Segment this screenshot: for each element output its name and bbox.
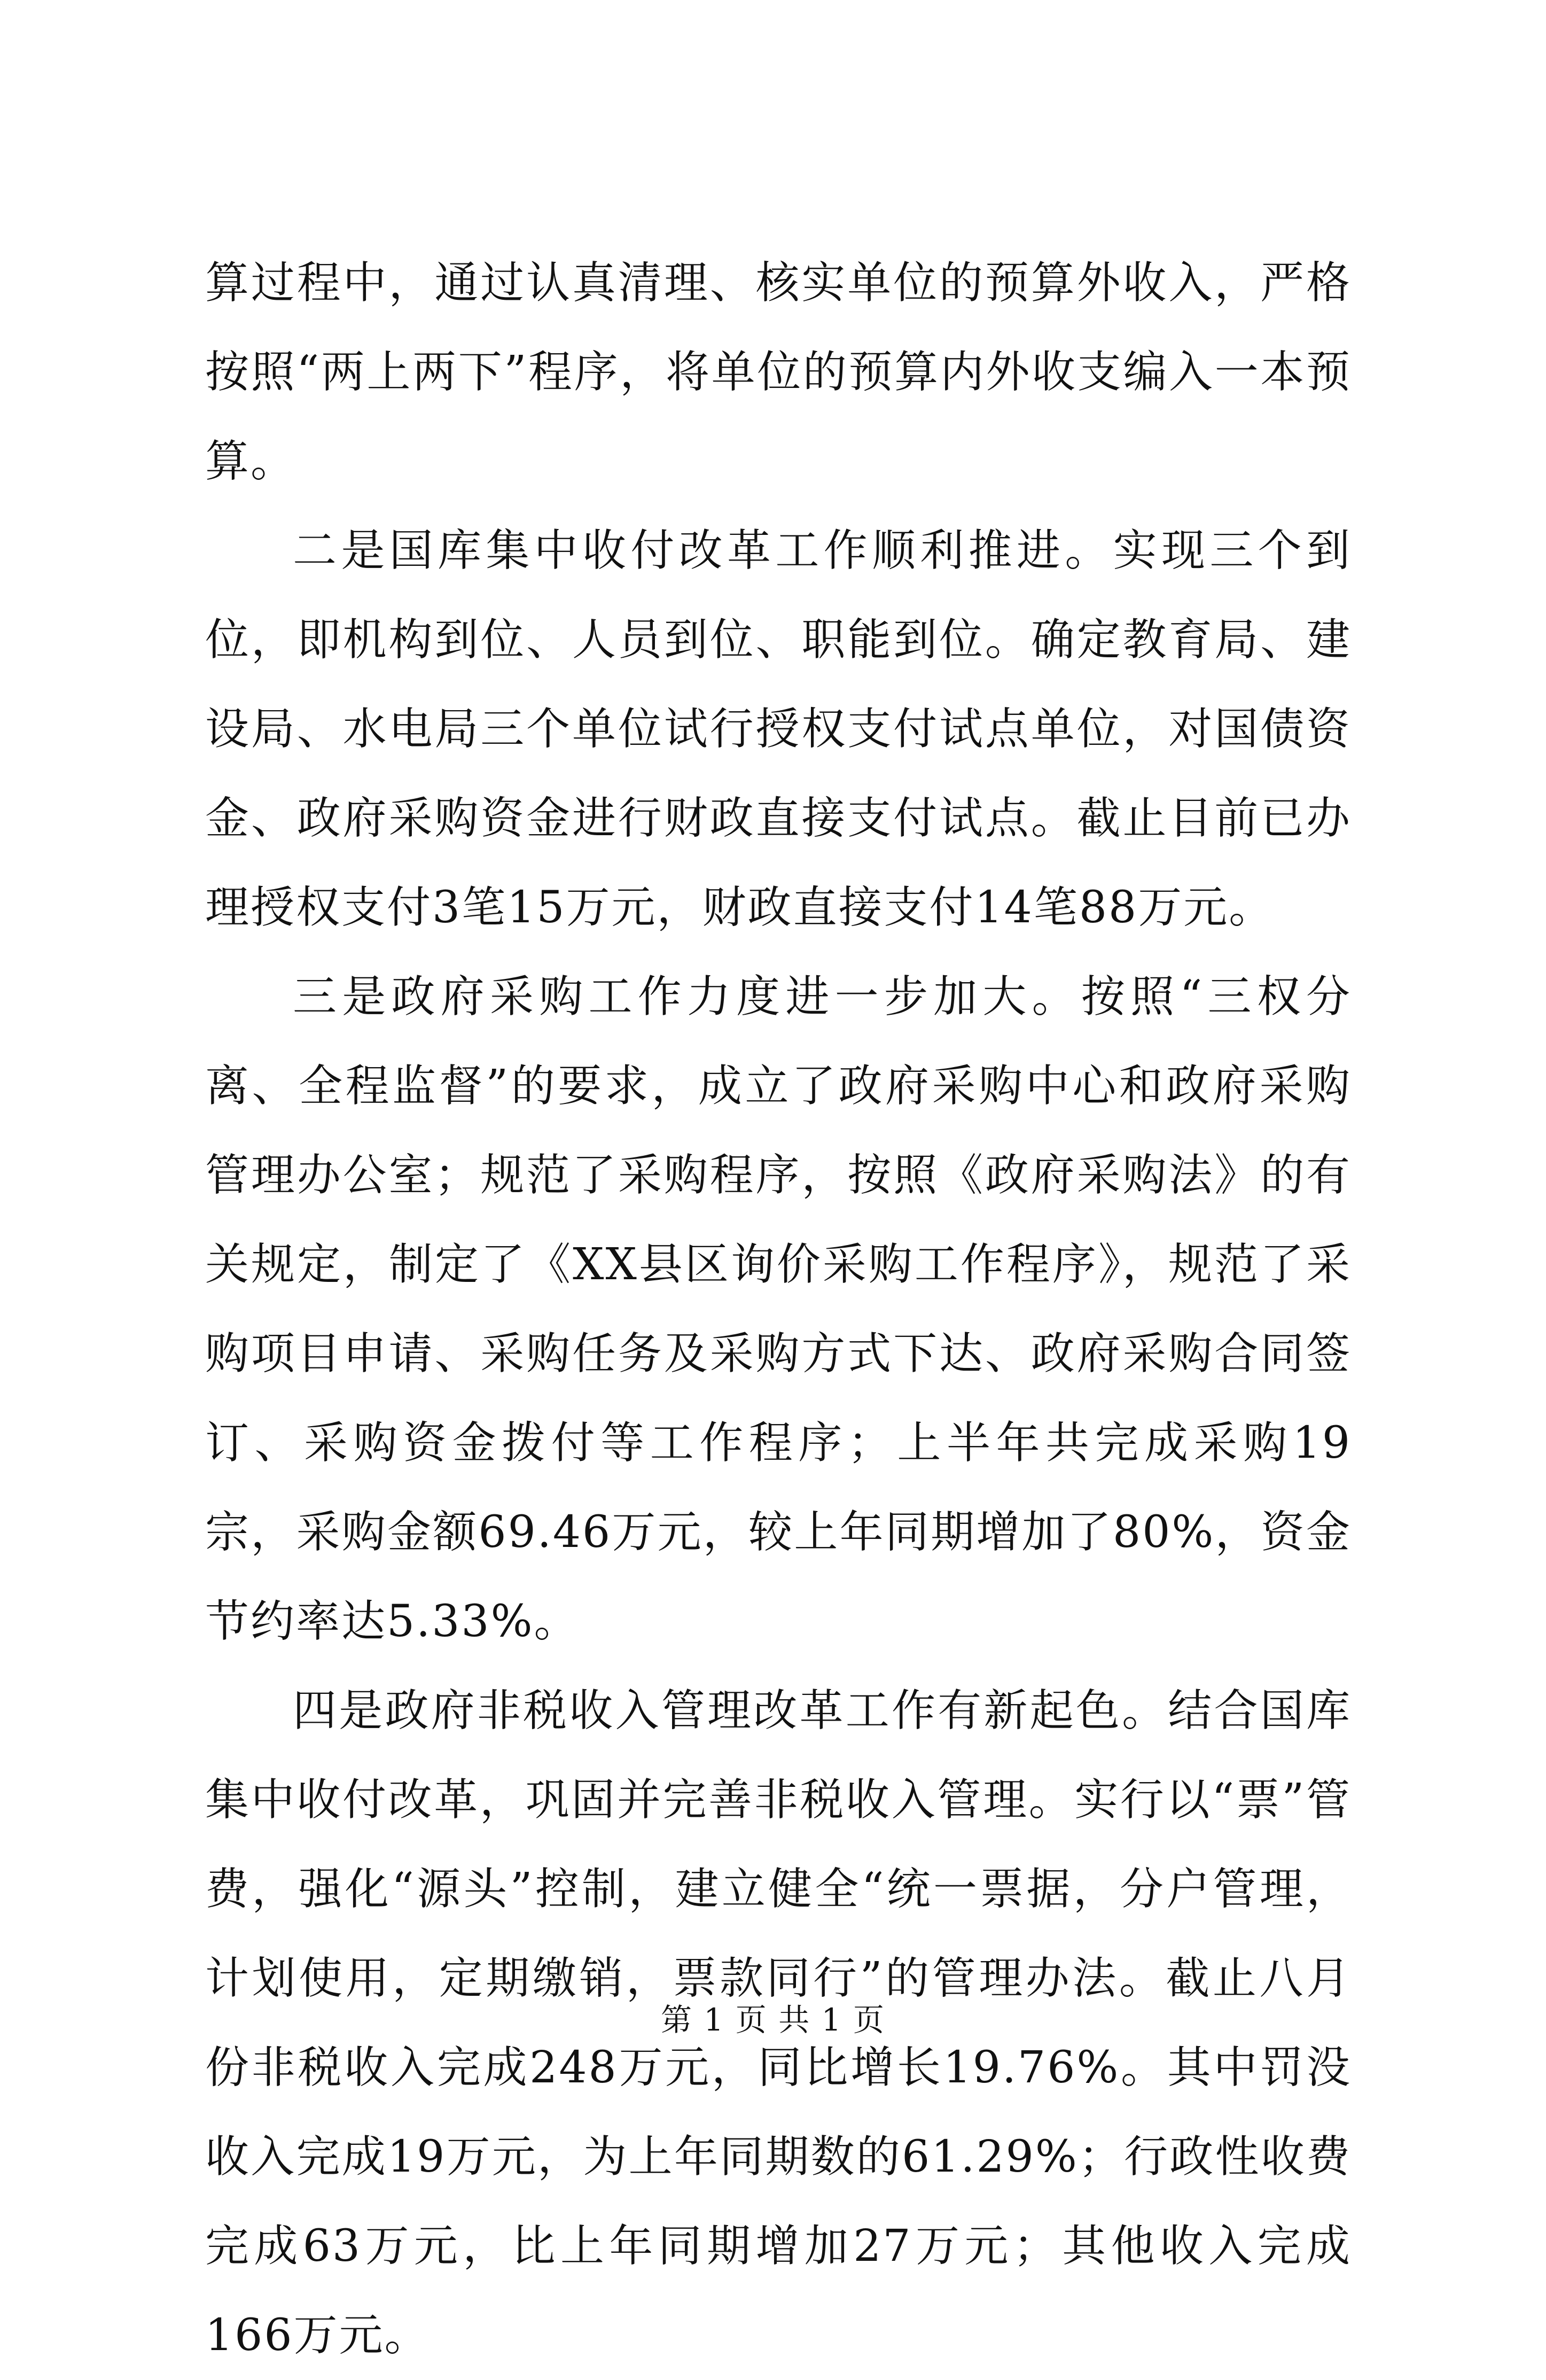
paragraph-non-tax-revenue: 四是政府非税收入管理改革工作有新起色。结合国库集中收付改革，巩固并完善非税收入管理。实行以“票”管费，强化“源头”控制，建立健全“统一票据，分户管理，计划使用，定期缴销，票款同行”的管理办法。截止八月份非税收入完成248万元，同比增长19.76%。其中罚没收入完成19万元，为上年同期数的61.29%；行政性收费完成63万元，比上年同期增加27万元；其他收入完成166万元。 xyxy=(205,1685,1352,2361)
paragraph-continuation: 算过程中，通过认真清理、核实单位的预算外收入，严格按照“两上两下”程序，将单位的预算内外收支编入一本预算。 xyxy=(205,258,1352,487)
page-footer: 第 1 页 共 1 页 xyxy=(661,2002,885,2038)
paragraph-treasury-reform: 二是国库集中收付改革工作顺利推进。实现三个到位，即机构到位、人员到位、职能到位。确定教育局、建设局、水电局三个单位试行授权支付试点单位，对国债资金、政府采购资金进行财政直接支付试点。截止目前已办理授权支付3笔15万元，财政直接支付14笔88万元。 xyxy=(205,525,1352,933)
paragraph-government-procurement: 三是政府采购工作力度进一步加大。按照“三权分离、全程监督”的要求，成立了政府采购中心和政府采购管理办公室；规范了采购程序，按照《政府采购法》的有关规定，制定了《XX县区询价采购工作程序》，规范了采购项目申请、采购任务及采购方式下达、政府采购合同签订、采购资金拨付等工作程序；上半年共完成采购19宗，采购金额69.46万元，较上年同期增加了80%，资金节约率达5.33%。 xyxy=(205,971,1352,1647)
document-body xyxy=(205,238,1352,2380)
